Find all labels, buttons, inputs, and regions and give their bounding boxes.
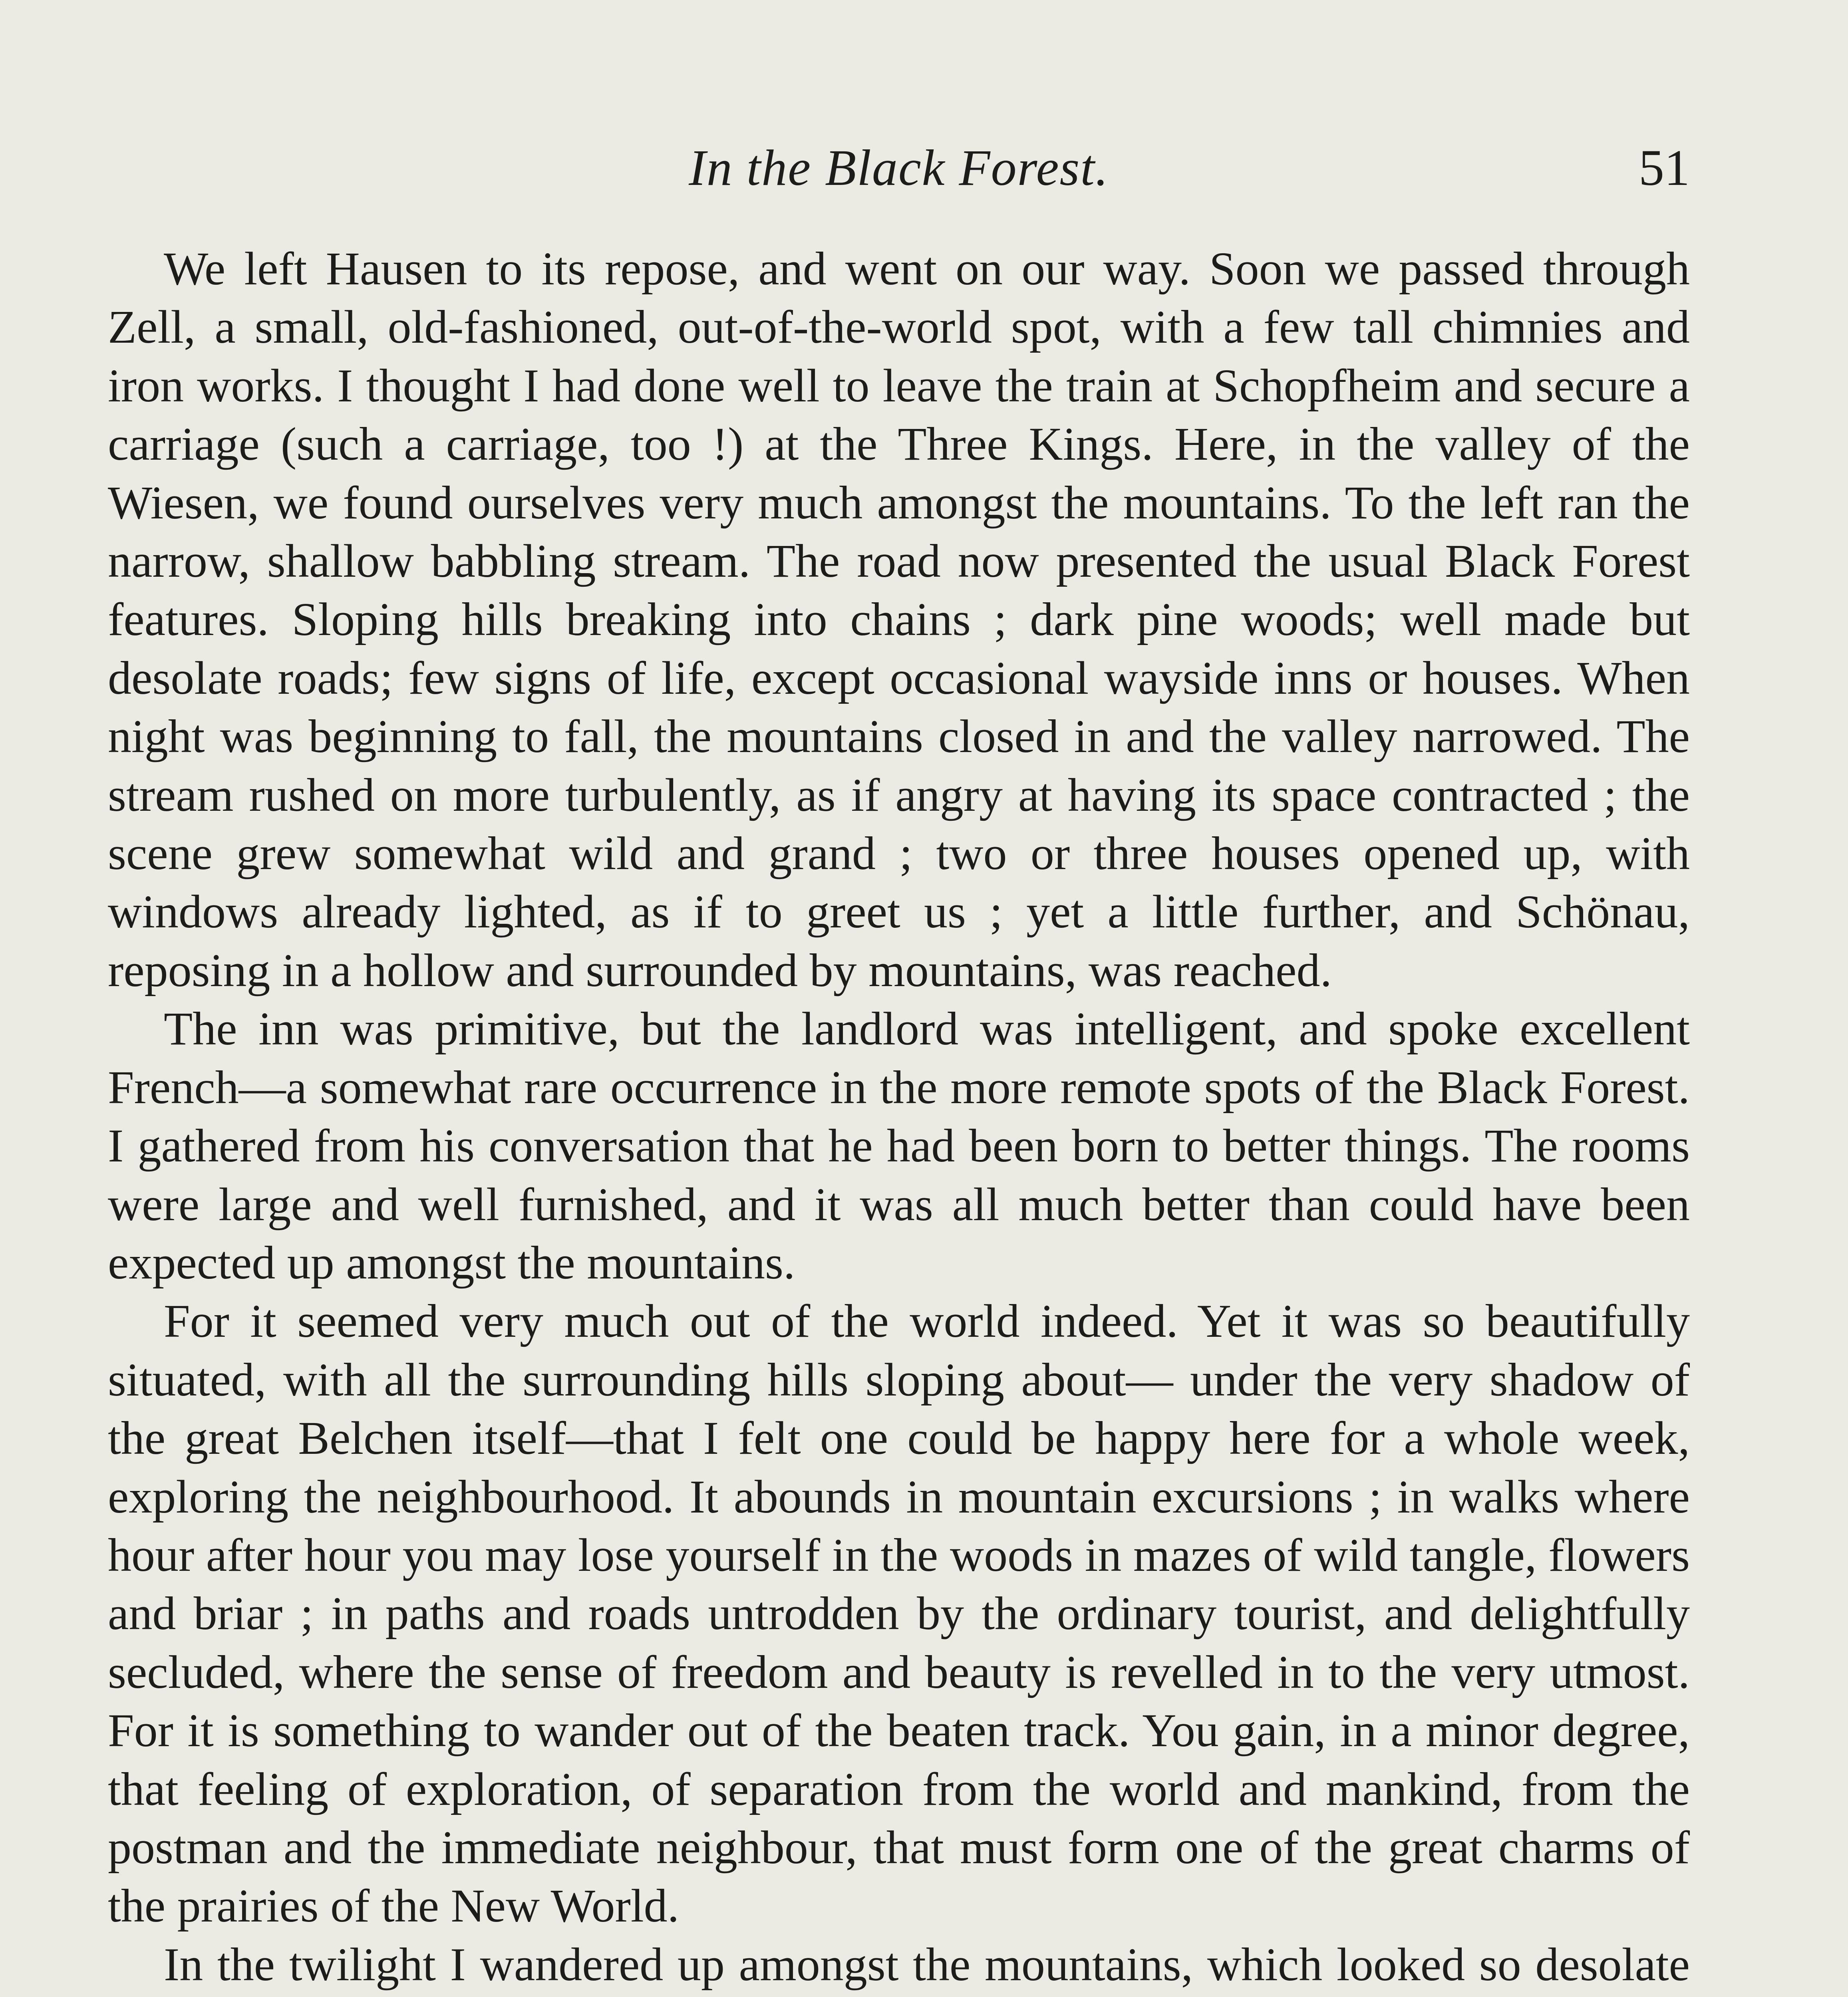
body-text [108, 240, 1690, 1997]
paragraph: The inn was primitive, but the landlord was intelligent, and spoke excellent French—a somewhat rare occurrence in the more remote spots of the Black Forest. I gathered from his conversation that he had been born to better things. The rooms were large and well furnished, and it was all much better than could have been expected up amongst the mountains. [108, 1002, 1690, 1289]
paragraph: We left Hausen to its repose, and went on our way. Soon we passed through Zell, a small, old-fashioned, out-of-the-world spot, with a few tall chimnies and iron works. I thought I had done well to leave the train at Schopfheim and secure a carriage (such a carriage, too !) at the Three Kings. Here, in the valley of the Wiesen, we found ourselves very much amongst the mountains. To the left ran the narrow, shallow babbling stream. The road now presented the usual Black Forest features. Sloping hills breaking into chains ; dark pine woods; well made but desolate roads; few signs of life, except occasional wayside inns or houses. When night was beginning to fall, the mountains closed in and the valley narrowed. The stream rushed on more turbulently, as if angry at having its space contracted ; the scene grew somewhat wild and grand ; two or three houses opened up, with windows already lighted, as if to greet us ; yet a little further, and Schönau, reposing in a hollow and surrounded by mountains, was reached. [108, 242, 1690, 997]
page-number: 51 [1639, 139, 1690, 196]
paragraph: In the twilight I wandered up amongst the mountains, which looked so desolate [164, 1938, 1690, 1991]
paragraph: For it seemed very much out of the world indeed. Yet it was so beautifully situated, with all the surrounding hills sloping about— under the very shadow of the great Belchen itself—that I felt one could be happy here for a whole week, exploring the neighbourhood. It abounds in mountain excursions ; in walks where hour after hour you may lose yourself in the woods in mazes of wild tangle, flowers and briar ; in paths and roads untrodden by the ordinary tourist, and delightfully secluded, where the sense of freedom and beauty is revelled in to the very utmost. For it is something to wander out of the beaten track. You gain, in a minor degree, that feeling of exploration, of separation from the world and mankind, from the postman and the immediate neighbour, that must form one of the great charms of the prairies of the New World. [108, 1295, 1690, 1932]
running-title: In the Black Forest. [689, 139, 1109, 196]
page-header [108, 136, 1690, 200]
